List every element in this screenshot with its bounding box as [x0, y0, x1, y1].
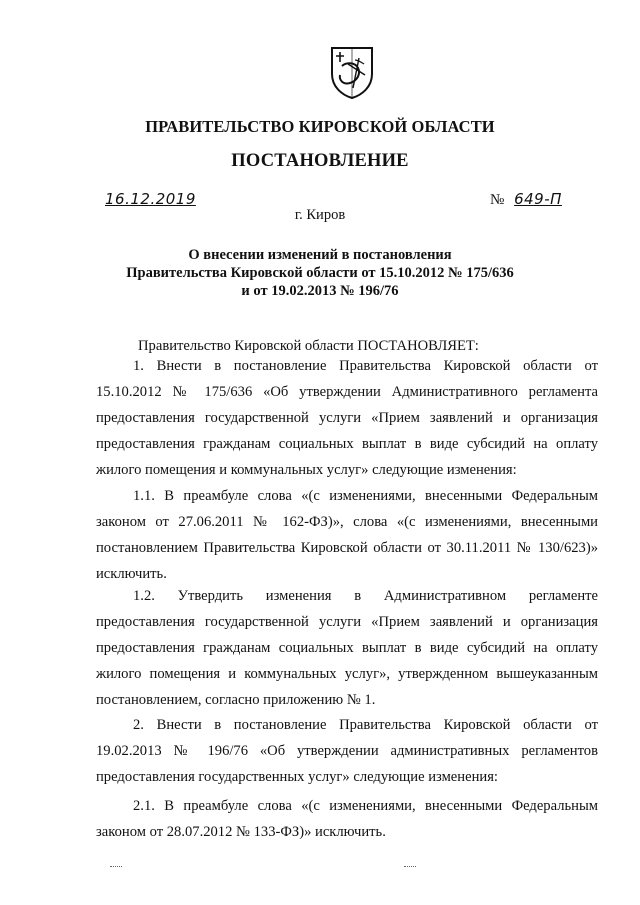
paragraph-2-1 [96, 793, 598, 845]
paragraph-1-2 [96, 583, 598, 713]
document-number: 649-П [514, 190, 562, 208]
subject-line-1: О внесении изменений в постановления [188, 247, 452, 263]
resolution-lead: Правительство Кировской области ПОСТАНОВЛЯЕТ: [138, 338, 479, 354]
page-mark-left [110, 866, 122, 868]
document-date: 16.12.2019 [105, 190, 196, 208]
paragraph-1-1-text: 1.1. В преамбуле слова «(с изменениями, внесенными Федеральным законом от 27.06.2011 № 162-ФЗ)», слова «(с изменениями, внесенными постановлением Правительства Кировской области от 30.11.2011 № 130/623)» исключить. [96, 488, 598, 582]
paragraph-2 [96, 712, 598, 790]
paragraph-1 [96, 353, 598, 483]
paragraph-1-1 [96, 483, 598, 587]
organization-name: ПРАВИТЕЛЬСТВО КИРОВСКОЙ ОБЛАСТИ [145, 117, 495, 136]
paragraph-1-2-text: 1.2. Утвердить изменения в Административном регламенте предоставления государственной услуги «Прием заявлений и организация предоставления гражданам социальных выплат в виде субсидий на оплату жилого помещения и коммунальных услуг», утвержденном вышеуказанным постановлением, согласно приложению № 1. [96, 588, 598, 708]
document-type: ПОСТАНОВЛЕНИЕ [231, 151, 409, 171]
paragraph-2-text: 2. Внести в постановление Правительства Кировской области от 19.02.2013 № 196/76 «Об утверждении административных регламентов предоставления государственных услуг» следующие изменения: [96, 717, 598, 785]
document-subject [0, 246, 640, 300]
document-number-prefix: № [490, 192, 505, 208]
page-mark-right [404, 866, 416, 868]
kirov-coat-of-arms-icon [328, 44, 376, 100]
paragraph-1-text: 1. Внести в постановление Правительства Кировской области от 15.10.2012 № 175/636 «Об утверждении Административного регламента предоставления государственной услуги «Прием заявлений и организация предоставления гражданам социальных выплат в виде субсидий на оплату жилого помещения и коммунальных услуг» следующие изменения: [96, 358, 598, 478]
paragraph-2-1-text: 2.1. В преамбуле слова «(с изменениями, внесенными Федеральным законом от 28.07.2012 № 133-ФЗ)» исключить. [96, 798, 598, 840]
subject-line-2: Правительства Кировской области от 15.10.2012 № 175/636 [126, 265, 514, 281]
subject-line-3: и от 19.02.2013 № 196/76 [241, 283, 399, 299]
city: г. Киров [294, 207, 346, 223]
